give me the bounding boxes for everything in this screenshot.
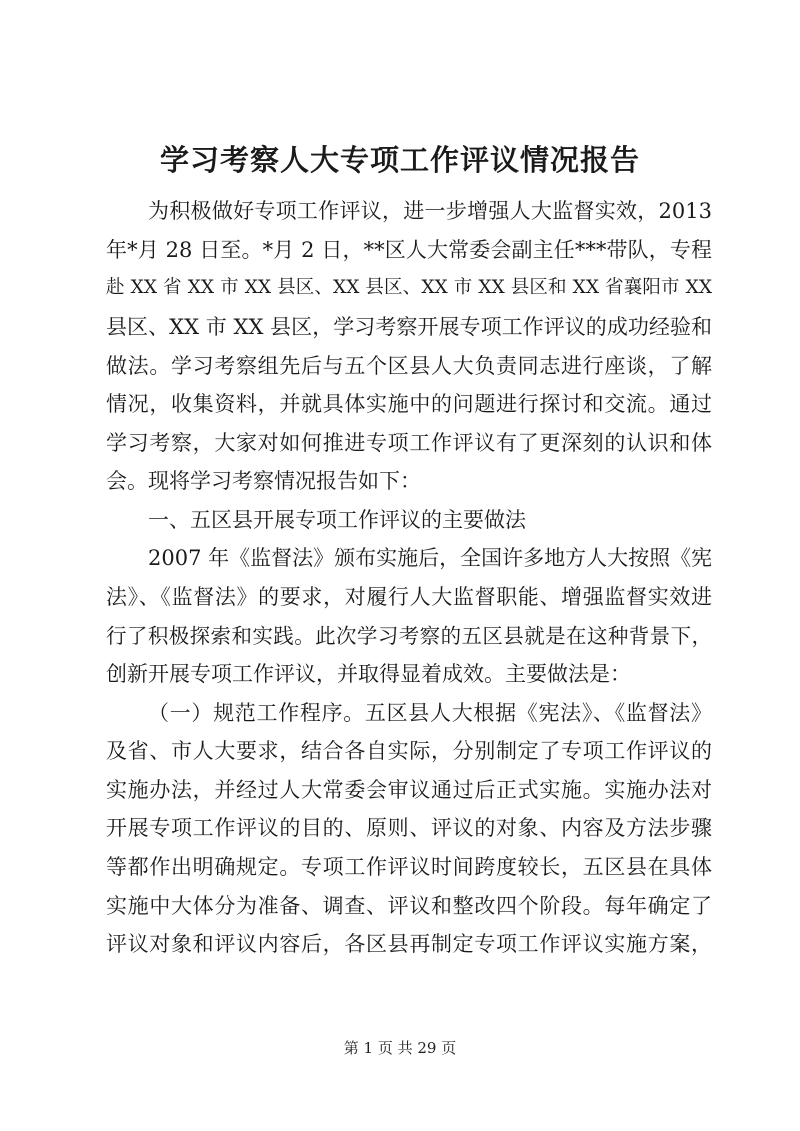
paragraph-3-line-1: （一）规范工作程序。五区县人大根据《宪法》、《监督法》 (148, 701, 712, 725)
paragraph-2-line-3: 行了积极探索和实践。此次学习考察的五区县就是在这种背景下， (106, 624, 712, 648)
paragraph-1-line-3: 赴 XX 省 XX 市 XX 县区、XX 县区、XX 市 XX 县区和 XX 省襄阳市 XX (106, 277, 712, 298)
paragraph-3-line-3: 实施办法，并经过人大常委会审议通过后正式实施。实施办法对 (106, 778, 712, 802)
paragraph-1-line-4: 县区、XX 市 XX 县区，学习考察开展专项工作评议的成功经验和 (106, 315, 712, 339)
paragraph-1-line-1: 为积极做好专项工作评议，进一步增强人大监督实效，2013 (148, 199, 712, 223)
paragraph-1-line-6: 情况，收集资料，并就具体实施中的问题进行探讨和交流。通过 (106, 392, 712, 416)
paragraph-3-line-4: 开展专项工作评议的目的、原则、评议的对象、内容及方法步骤 (106, 816, 712, 840)
document-title: 学习考察人大专项工作评议情况报告 (159, 143, 640, 177)
paragraph-1-line-7: 学习考察，大家对如何推进专项工作评议有了更深刻的认识和体 (106, 431, 712, 455)
paragraph-2-line-2: 法》、《监督法》的要求，对履行人大监督职能、增强监督实效进 (106, 585, 712, 609)
paragraph-1-line-2: 年*月 28 日至。*月 2 日，**区人大常委会副主任***带队，专程 (106, 238, 712, 262)
paragraph-3-line-5: 等都作出明确规定。专项工作评议时间跨度较长，五区县在具体 (106, 855, 712, 879)
paragraph-1-line-8: 会。现将学习考察情况报告如下： (106, 469, 421, 493)
paragraph-3-line-7: 评议对象和评议内容后，各区县再制定专项工作评议实施方案， (106, 932, 712, 956)
page-number-footer: 第 1 页 共 29 页 (343, 1039, 457, 1057)
paragraph-3-line-2: 及省、市人大要求，结合各自实际，分别制定了专项工作评议的 (106, 739, 712, 763)
paragraph-3-line-6: 实施中大体分为准备、调查、评议和整改四个阶段。每年确定了 (106, 894, 712, 918)
paragraph-2-line-1: 2007 年《监督法》颁布实施后，全国许多地方人大按照《宪 (148, 546, 713, 570)
paragraph-2-line-4: 创新开展专项工作评议，并取得显着成效。主要做法是： (106, 662, 631, 686)
paragraph-1-line-5: 做法。学习考察组先后与五个区县人大负责同志进行座谈，了解 (106, 354, 712, 378)
section-heading-1: 一、五区县开展专项工作评议的主要做法 (148, 508, 526, 532)
